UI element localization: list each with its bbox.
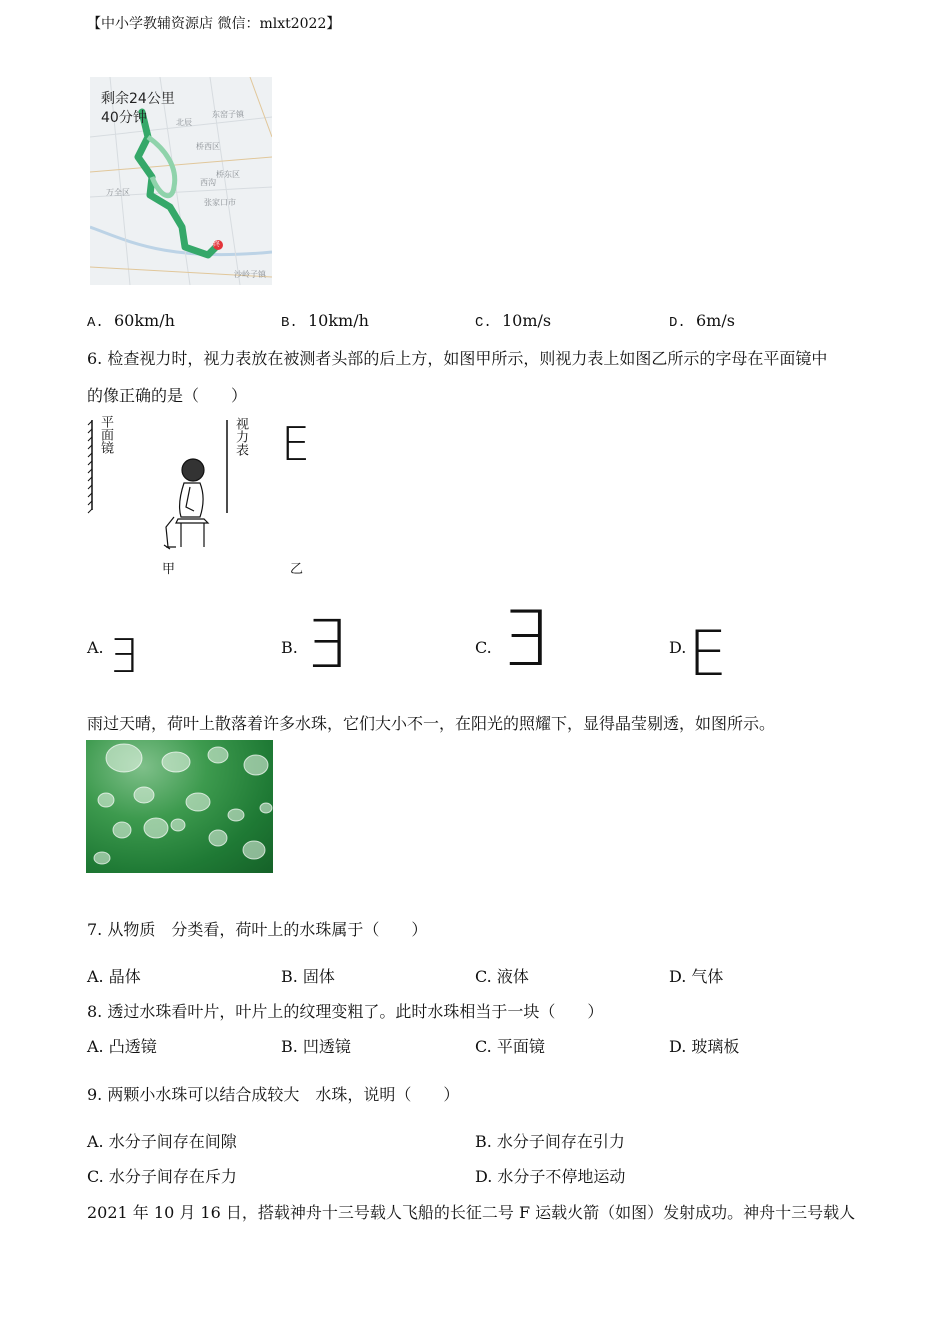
letter-e-option-d: E (688, 617, 728, 690)
rocket-launch-intro: 2021 年 10 月 16 日，搭载神舟十三号载人飞船的长征二号 F 运载火箭（如图）发射成功。神舟十三号载人 (87, 1203, 856, 1222)
q6-option-a-label: A. (87, 638, 104, 657)
place-label: 张家口市 (204, 198, 236, 207)
q6-stem-line2: 的像正确的是（ ） (87, 386, 248, 405)
source-header: 【中小学教辅资源店 微信：mlxt2022】 (87, 16, 341, 32)
mirror-label: 平面镜 (98, 415, 113, 454)
navigation-map (90, 77, 272, 285)
letter-e-option-b: E (307, 606, 349, 683)
place-label: 北辰 (176, 118, 192, 127)
q8-option-b: B. 凹透镜 (281, 1037, 351, 1056)
q6-option-c-label: C. (475, 638, 492, 657)
q5-option-b: B. 10km/h (281, 311, 369, 331)
q6-option-b-label: B. (281, 638, 298, 657)
place-label: 桥西区 (196, 142, 220, 151)
q7-option-b: B. 固体 (281, 967, 335, 986)
q9-option-c: C. 水分子间存在斥力 (87, 1167, 237, 1186)
place-label: 西沟 (200, 178, 216, 187)
q7-option-a: A. 晶体 (87, 967, 141, 986)
water-drops (86, 740, 273, 873)
place-label: 东窑子镇 (212, 110, 244, 119)
q6-stem-line1: 6. 检查视力时，视力表放在被测者头部的后上方，如图甲所示，则视力表上如图乙所示的字母在平面镜中 (87, 349, 828, 368)
letter-e-option-c: E (503, 594, 552, 683)
q8-option-c: C. 平面镜 (475, 1037, 545, 1056)
q5-option-c: C. 10m/s (475, 311, 552, 331)
q8-option-a: A. 凸透镜 (87, 1037, 157, 1056)
q7-option-d: D. 气体 (669, 967, 724, 986)
q5-option-a: A. 60km/h (87, 311, 175, 331)
q8-stem: 8. 透过水珠看叶片，叶片上的纹理变粗了。此时水珠相当于一块（ ） (87, 1002, 604, 1021)
lotus-leaf-water-drops-image (86, 740, 273, 873)
q9-stem: 9. 两颗小水珠可以结合成较大 水珠，说明（ ） (87, 1085, 460, 1104)
q9-option-d: D. 水分子不停地运动 (475, 1167, 626, 1186)
letter-e-option-a: E (110, 629, 140, 683)
q5-option-d: D. 6m/s (669, 311, 735, 331)
remaining-distance: 剩余24公里 (101, 91, 175, 107)
place-label: 沙岭子镇 (234, 270, 266, 279)
q9-option-b: B. 水分子间存在引力 (475, 1132, 625, 1151)
eye-chart-label: 视力表 (233, 417, 248, 456)
caption-jia: 甲 (162, 562, 176, 577)
remaining-time: 40分钟 (101, 110, 147, 126)
q7-stem: 7. 从物质 分类看，荷叶上的水珠属于（ ） (87, 920, 428, 939)
end-marker: 终 (213, 241, 220, 248)
place-label: 万全区 (106, 188, 130, 197)
water-drop-intro: 雨过天晴，荷叶上散落着许多水珠，它们大小不一，在阳光的照耀下，显得晶莹剔透，如图所示。 (87, 714, 776, 733)
q8-option-d: D. 玻璃板 (669, 1037, 740, 1056)
q9-option-a: A. 水分子间存在间隙 (87, 1132, 237, 1151)
letter-e-figure-yi: E (281, 417, 311, 471)
caption-yi: 乙 (290, 562, 304, 577)
q7-option-c: C. 液体 (475, 967, 529, 986)
place-label: 桥东区 (216, 170, 240, 179)
q6-option-d-label: D. (669, 638, 687, 657)
